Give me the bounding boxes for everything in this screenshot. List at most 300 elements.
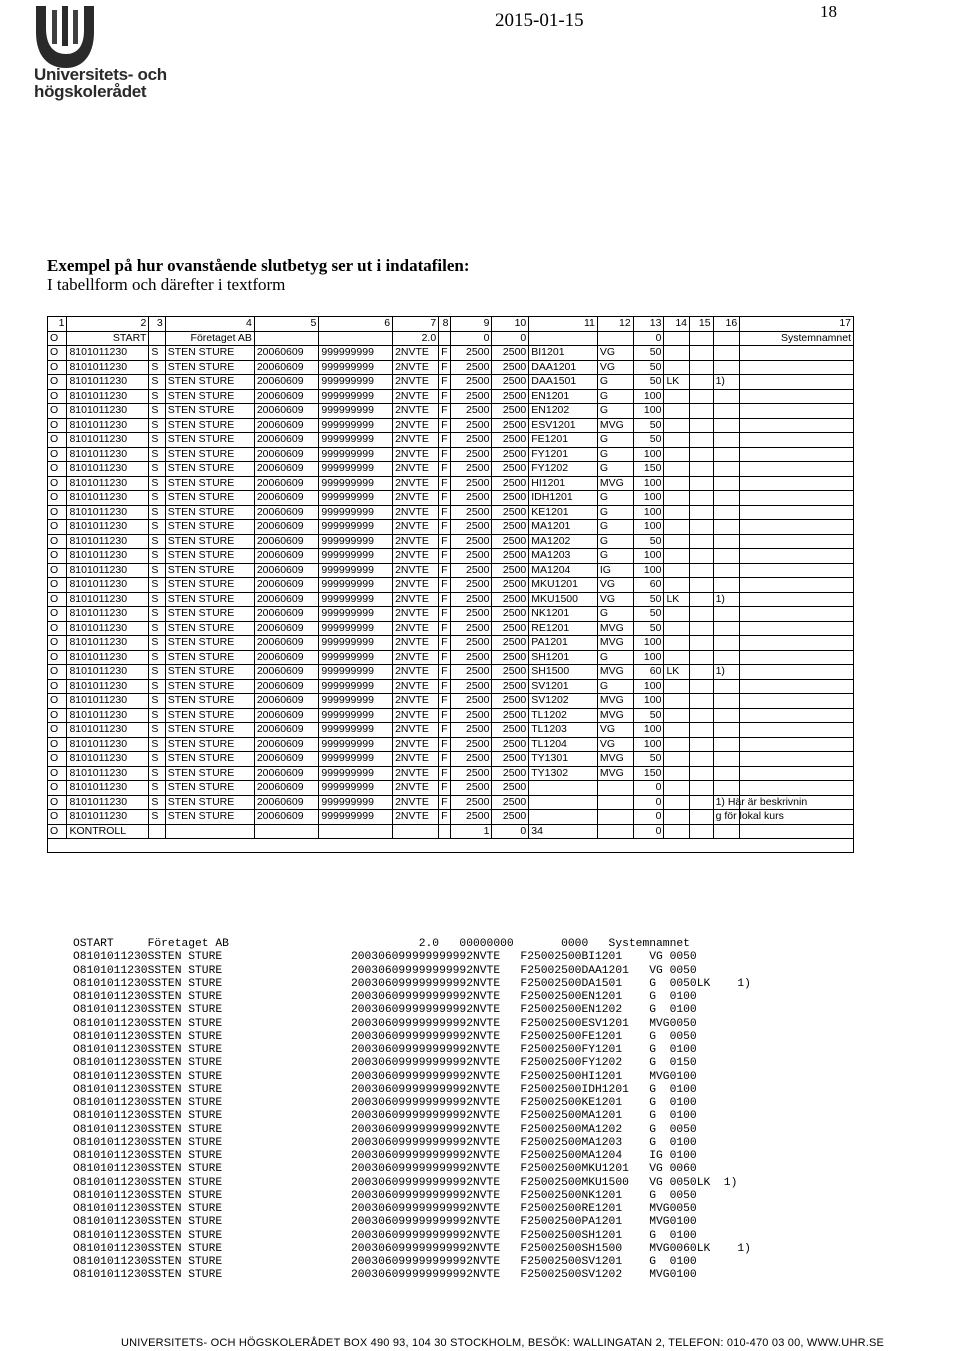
table-cell: 999999999 xyxy=(319,766,393,781)
table-cell: O xyxy=(48,578,67,593)
table-row xyxy=(48,766,854,781)
table-cell: O xyxy=(48,824,67,839)
table-cell xyxy=(664,752,690,767)
table-cell: 50 xyxy=(633,418,664,433)
table-cell: O xyxy=(48,650,67,665)
table-cell: F xyxy=(439,447,451,462)
table-cell: 2NVTE xyxy=(393,694,439,709)
table-cell: G xyxy=(597,534,633,549)
table-cell: S xyxy=(149,752,165,767)
table-cell xyxy=(713,636,740,651)
table-cell: STEN STURE xyxy=(165,375,254,390)
table-cell: 2NVTE xyxy=(393,418,439,433)
table-cell xyxy=(597,331,633,346)
table-cell: 2NVTE xyxy=(393,781,439,796)
textform-line: O8101011230SSTEN STURE 200306099999999992NVTE F25002500MA1203 G 0100 xyxy=(73,1136,697,1149)
table-cell: 8101011230 xyxy=(67,563,149,578)
table-row xyxy=(48,723,854,738)
table-cell: 999999999 xyxy=(319,389,393,404)
table-cell xyxy=(713,737,740,752)
table-cell: O xyxy=(48,433,67,448)
table-cell: 2500 xyxy=(492,578,529,593)
table-cell: 999999999 xyxy=(319,404,393,419)
table-cell xyxy=(740,360,854,375)
table-cell xyxy=(713,607,740,622)
table-cell: 50 xyxy=(633,607,664,622)
table-cell: O xyxy=(48,810,67,825)
table-cell: 2NVTE xyxy=(393,766,439,781)
table-cell xyxy=(740,636,854,651)
table-cell: STEN STURE xyxy=(165,708,254,723)
table-cell xyxy=(690,752,714,767)
table-cell: O xyxy=(48,491,67,506)
table-cell: F xyxy=(439,491,451,506)
table-row xyxy=(48,708,854,723)
table-cell: 2NVTE xyxy=(393,520,439,535)
table-cell: 20060609 xyxy=(254,404,319,419)
table-cell xyxy=(664,578,690,593)
table-cell: 8101011230 xyxy=(67,433,149,448)
table-cell xyxy=(690,578,714,593)
table-cell: 100 xyxy=(633,389,664,404)
textform-line: O8101011230SSTEN STURE 200306099999999992NVTE F25002500HI1201 MVG0100 xyxy=(73,1070,697,1083)
table-cell: 50 xyxy=(633,375,664,390)
table-cell: 2500 xyxy=(451,520,492,535)
table-cell: STEN STURE xyxy=(165,781,254,796)
table-cell: 20060609 xyxy=(254,810,319,825)
table-cell: STEN STURE xyxy=(165,389,254,404)
table-cell: S xyxy=(149,592,165,607)
table-cell: G xyxy=(597,549,633,564)
table-cell: 0 xyxy=(633,824,664,839)
table-cell: STEN STURE xyxy=(165,534,254,549)
table-cell: BI1201 xyxy=(529,346,598,361)
table-cell: STEN STURE xyxy=(165,752,254,767)
table-cell: 2NVTE xyxy=(393,810,439,825)
table-cell xyxy=(690,607,714,622)
table-cell: 50 xyxy=(633,433,664,448)
table-cell: S xyxy=(149,375,165,390)
table-cell xyxy=(690,491,714,506)
textform-line: O8101011230SSTEN STURE 200306099999999992NVTE F25002500FY1202 G 0150 xyxy=(73,1057,697,1070)
table-cell: 2NVTE xyxy=(393,563,439,578)
table-cell: 1 xyxy=(48,317,67,332)
table-cell: 2500 xyxy=(492,549,529,564)
table-cell: O xyxy=(48,708,67,723)
table-cell: 50 xyxy=(633,534,664,549)
table-row xyxy=(48,665,854,680)
table-cell: 2500 xyxy=(492,418,529,433)
table-cell: 0 xyxy=(633,781,664,796)
table-cell xyxy=(713,331,740,346)
table-cell: 20060609 xyxy=(254,447,319,462)
table-cell: 20060609 xyxy=(254,389,319,404)
table-cell: EN1202 xyxy=(529,404,598,419)
table-row xyxy=(48,549,854,564)
table-cell xyxy=(740,375,854,390)
table-cell: 100 xyxy=(633,404,664,419)
table-cell: 20060609 xyxy=(254,665,319,680)
table-cell xyxy=(690,766,714,781)
table-cell xyxy=(713,708,740,723)
table-cell: VG xyxy=(597,578,633,593)
table-cell: 20060609 xyxy=(254,694,319,709)
table-cell: MVG xyxy=(597,418,633,433)
table-cell: O xyxy=(48,360,67,375)
table-cell xyxy=(664,534,690,549)
table-cell: 2500 xyxy=(492,665,529,680)
table-cell: O xyxy=(48,607,67,622)
table-cell: MVG xyxy=(597,665,633,680)
table-cell: 100 xyxy=(633,563,664,578)
table-cell xyxy=(690,447,714,462)
table-row xyxy=(48,360,854,375)
table-cell xyxy=(740,404,854,419)
table-cell: TL1203 xyxy=(529,723,598,738)
table-cell: 50 xyxy=(633,752,664,767)
table-cell xyxy=(690,404,714,419)
table-cell xyxy=(664,636,690,651)
table-cell: 50 xyxy=(633,346,664,361)
table-cell: 150 xyxy=(633,766,664,781)
table-cell: 2500 xyxy=(492,592,529,607)
table-cell xyxy=(664,549,690,564)
table-cell xyxy=(529,781,598,796)
table-cell xyxy=(740,418,854,433)
table-cell: 2500 xyxy=(492,534,529,549)
table-cell xyxy=(713,534,740,549)
table-cell: S xyxy=(149,418,165,433)
table-cell xyxy=(597,824,633,839)
table-cell: F xyxy=(439,346,451,361)
table-cell: F xyxy=(439,389,451,404)
table-cell: 8101011230 xyxy=(67,404,149,419)
table-cell: 2500 xyxy=(451,360,492,375)
table-cell: O xyxy=(48,447,67,462)
table-cell: 999999999 xyxy=(319,752,393,767)
table-cell xyxy=(740,592,854,607)
table-cell: 6 xyxy=(319,317,393,332)
table-cell xyxy=(664,418,690,433)
table-cell: 20060609 xyxy=(254,795,319,810)
table-cell: FY1201 xyxy=(529,447,598,462)
table-cell: 20060609 xyxy=(254,534,319,549)
table-cell xyxy=(48,839,854,853)
table-cell: G xyxy=(597,375,633,390)
table-cell: 20060609 xyxy=(254,360,319,375)
table-cell: 999999999 xyxy=(319,433,393,448)
table-cell: 4 xyxy=(165,317,254,332)
textform-line: O8101011230SSTEN STURE 200306099999999992NVTE F25002500EN1202 G 0100 xyxy=(73,1004,697,1017)
table-cell xyxy=(393,824,439,839)
table-cell: S xyxy=(149,447,165,462)
table-cell: 2 xyxy=(67,317,149,332)
example-data-table xyxy=(47,316,854,853)
table-cell: 34 xyxy=(529,824,598,839)
table-cell: MA1204 xyxy=(529,563,598,578)
table-cell: IDH1201 xyxy=(529,491,598,506)
table-cell: 2NVTE xyxy=(393,447,439,462)
table-cell: KE1201 xyxy=(529,505,598,520)
table-cell: F xyxy=(439,360,451,375)
table-cell xyxy=(664,360,690,375)
table-cell: 2NVTE xyxy=(393,549,439,564)
table-cell: S xyxy=(149,781,165,796)
table-cell: 999999999 xyxy=(319,578,393,593)
table-cell: 8101011230 xyxy=(67,476,149,491)
table-cell: 100 xyxy=(633,650,664,665)
table-cell: 2500 xyxy=(492,810,529,825)
table-cell xyxy=(690,389,714,404)
table-cell: 10 xyxy=(492,317,529,332)
table-cell: IG xyxy=(597,563,633,578)
textform-line: O8101011230SSTEN STURE 200306099999999992NVTE F25002500SV1201 G 0100 xyxy=(73,1256,697,1268)
table-cell: 2500 xyxy=(492,752,529,767)
table-cell xyxy=(664,621,690,636)
table-cell: G xyxy=(597,447,633,462)
table-cell: 20060609 xyxy=(254,679,319,694)
table-cell: F xyxy=(439,737,451,752)
table-cell: O xyxy=(48,346,67,361)
table-cell: 2500 xyxy=(492,795,529,810)
table-cell: 2500 xyxy=(492,462,529,477)
table-cell: STEN STURE xyxy=(165,520,254,535)
textform-line: O8101011230SSTEN STURE 200306099999999992NVTE F25002500EN1201 G 0100 xyxy=(73,991,697,1003)
table-cell xyxy=(529,331,598,346)
table-cell xyxy=(664,737,690,752)
table-cell: 2500 xyxy=(492,563,529,578)
table-cell xyxy=(664,447,690,462)
table-cell: 2500 xyxy=(492,723,529,738)
table-cell: 2NVTE xyxy=(393,607,439,622)
table-cell: 8101011230 xyxy=(67,389,149,404)
table-cell: O xyxy=(48,766,67,781)
table-empty-row xyxy=(48,839,854,853)
table-cell xyxy=(690,723,714,738)
table-row xyxy=(48,621,854,636)
table-cell: 50 xyxy=(633,708,664,723)
table-cell: O xyxy=(48,549,67,564)
table-cell: 999999999 xyxy=(319,694,393,709)
table-cell: 20060609 xyxy=(254,520,319,535)
textform-line: O8101011230SSTEN STURE 200306099999999992NVTE F25002500NK1201 G 0050 xyxy=(73,1189,697,1202)
table-cell: 11 xyxy=(529,317,598,332)
table-cell: 999999999 xyxy=(319,781,393,796)
table-cell xyxy=(597,795,633,810)
table-cell: STEN STURE xyxy=(165,360,254,375)
table-cell: 20060609 xyxy=(254,433,319,448)
table-cell: 8101011230 xyxy=(67,447,149,462)
table-cell: 2500 xyxy=(451,810,492,825)
table-cell: STEN STURE xyxy=(165,346,254,361)
textform-listing xyxy=(73,938,751,1283)
table-cell: STEN STURE xyxy=(165,621,254,636)
table-cell: 2500 xyxy=(451,476,492,491)
table-cell: F xyxy=(439,592,451,607)
table-cell: 999999999 xyxy=(319,375,393,390)
table-cell: 8101011230 xyxy=(67,665,149,680)
table-cell: F xyxy=(439,505,451,520)
table-cell xyxy=(254,331,319,346)
table-cell: 100 xyxy=(633,447,664,462)
textform-line: O8101011230SSTEN STURE 200306099999999992NVTE F25002500DA1501 G 0050LK 1) xyxy=(73,977,751,990)
table-cell: 2500 xyxy=(451,650,492,665)
table-cell xyxy=(664,694,690,709)
table-cell: 20060609 xyxy=(254,636,319,651)
table-cell: G xyxy=(597,650,633,665)
table-cell: MVG xyxy=(597,476,633,491)
table-cell xyxy=(740,679,854,694)
table-cell: 2500 xyxy=(492,505,529,520)
table-cell: 8101011230 xyxy=(67,520,149,535)
table-cell xyxy=(690,592,714,607)
table-cell: 100 xyxy=(633,723,664,738)
table-cell xyxy=(713,578,740,593)
table-cell: F xyxy=(439,766,451,781)
table-cell: 2500 xyxy=(492,694,529,709)
page-subheading: I tabellform och därefter i textform xyxy=(47,275,286,294)
table-cell: 2500 xyxy=(451,505,492,520)
table-cell: 8101011230 xyxy=(67,795,149,810)
table-cell: 2500 xyxy=(451,723,492,738)
table-cell: 2500 xyxy=(451,375,492,390)
table-cell xyxy=(664,331,690,346)
table-cell xyxy=(319,331,393,346)
table-cell: 999999999 xyxy=(319,737,393,752)
table-cell: 8101011230 xyxy=(67,360,149,375)
table-cell xyxy=(740,462,854,477)
table-cell: O xyxy=(48,781,67,796)
table-cell: 2500 xyxy=(492,476,529,491)
table-cell: 12 xyxy=(597,317,633,332)
table-cell xyxy=(690,534,714,549)
table-cell: S xyxy=(149,708,165,723)
table-cell: 999999999 xyxy=(319,462,393,477)
table-cell: O xyxy=(48,389,67,404)
table-cell: 100 xyxy=(633,694,664,709)
table-cell xyxy=(690,708,714,723)
table-cell xyxy=(319,824,393,839)
table-cell xyxy=(690,795,714,810)
table-cell: 8101011230 xyxy=(67,578,149,593)
table-cell: G xyxy=(597,505,633,520)
table-cell xyxy=(690,520,714,535)
table-cell xyxy=(690,331,714,346)
table-cell: 5 xyxy=(254,317,319,332)
table-cell: 2NVTE xyxy=(393,679,439,694)
table-cell: 20060609 xyxy=(254,505,319,520)
table-cell: 2500 xyxy=(451,389,492,404)
table-cell: VG xyxy=(597,723,633,738)
table-cell xyxy=(664,824,690,839)
table-cell: 999999999 xyxy=(319,491,393,506)
table-cell: FY1202 xyxy=(529,462,598,477)
table-cell: 8 xyxy=(439,317,451,332)
table-cell: 2500 xyxy=(492,520,529,535)
table-cell: STEN STURE xyxy=(165,433,254,448)
table-cell: 1) Här är beskrivnin xyxy=(713,795,740,810)
table-cell: STEN STURE xyxy=(165,476,254,491)
table-cell: LK xyxy=(664,375,690,390)
table-cell xyxy=(690,621,714,636)
logo-line-1: Universitets- och xyxy=(34,65,167,84)
table-cell: O xyxy=(48,795,67,810)
table-cell xyxy=(664,433,690,448)
table-cell: S xyxy=(149,795,165,810)
table-cell: VG xyxy=(597,737,633,752)
table-cell: 2500 xyxy=(451,534,492,549)
table-cell xyxy=(664,563,690,578)
table-cell xyxy=(713,679,740,694)
table-cell: 2500 xyxy=(451,679,492,694)
table-cell: G xyxy=(597,520,633,535)
table-cell: 2500 xyxy=(451,404,492,419)
table-cell: 2500 xyxy=(451,795,492,810)
textform-line: O8101011230SSTEN STURE 200306099999999992NVTE F25002500BI1201 VG 0050 xyxy=(73,951,697,964)
table-cell xyxy=(690,346,714,361)
table-cell: STEN STURE xyxy=(165,737,254,752)
table-cell: STEN STURE xyxy=(165,462,254,477)
table-cell: 2NVTE xyxy=(393,752,439,767)
table-cell xyxy=(690,737,714,752)
table-cell: 7 xyxy=(393,317,439,332)
table-cell: F xyxy=(439,665,451,680)
table-cell: 8101011230 xyxy=(67,650,149,665)
textform-line: O8101011230SSTEN STURE 200306099999999992NVTE F25002500IDH1201 G 0100 xyxy=(73,1083,697,1096)
table-cell xyxy=(664,723,690,738)
table-row xyxy=(48,737,854,752)
table-cell xyxy=(713,433,740,448)
table-cell: STEN STURE xyxy=(165,447,254,462)
table-cell: STEN STURE xyxy=(165,665,254,680)
table-cell: 2500 xyxy=(451,462,492,477)
table-cell: 2500 xyxy=(451,592,492,607)
table-cell xyxy=(740,549,854,564)
table-cell: F xyxy=(439,708,451,723)
table-cell: 20060609 xyxy=(254,418,319,433)
textform-line: O8101011230SSTEN STURE 200306099999999992NVTE F25002500KE1201 G 0100 xyxy=(73,1097,697,1109)
table-cell: 2500 xyxy=(492,708,529,723)
table-cell xyxy=(740,752,854,767)
table-cell: 0 xyxy=(633,795,664,810)
table-cell: O xyxy=(48,636,67,651)
table-cell xyxy=(690,549,714,564)
table-cell: 8101011230 xyxy=(67,549,149,564)
table-cell: 60 xyxy=(633,578,664,593)
table-cell: 2500 xyxy=(451,781,492,796)
table-cell: 2500 xyxy=(451,433,492,448)
table-cell: 20060609 xyxy=(254,766,319,781)
table-cell: 2500 xyxy=(492,766,529,781)
table-cell: STEN STURE xyxy=(165,679,254,694)
table-cell xyxy=(740,665,854,680)
table-cell: 2500 xyxy=(492,491,529,506)
table-cell: 2NVTE xyxy=(393,375,439,390)
table-cell xyxy=(740,723,854,738)
table-cell xyxy=(690,476,714,491)
table-cell: 17 xyxy=(740,317,854,332)
table-cell: 2NVTE xyxy=(393,665,439,680)
table-cell xyxy=(740,781,854,796)
table-row xyxy=(48,505,854,520)
table-cell: 999999999 xyxy=(319,679,393,694)
table-row xyxy=(48,824,854,839)
table-cell xyxy=(713,462,740,477)
table-cell xyxy=(690,650,714,665)
textform-line: O8101011230SSTEN STURE 200306099999999992NVTE F25002500PA1201 MVG0100 xyxy=(73,1216,697,1229)
table-cell xyxy=(740,520,854,535)
table-cell xyxy=(740,694,854,709)
